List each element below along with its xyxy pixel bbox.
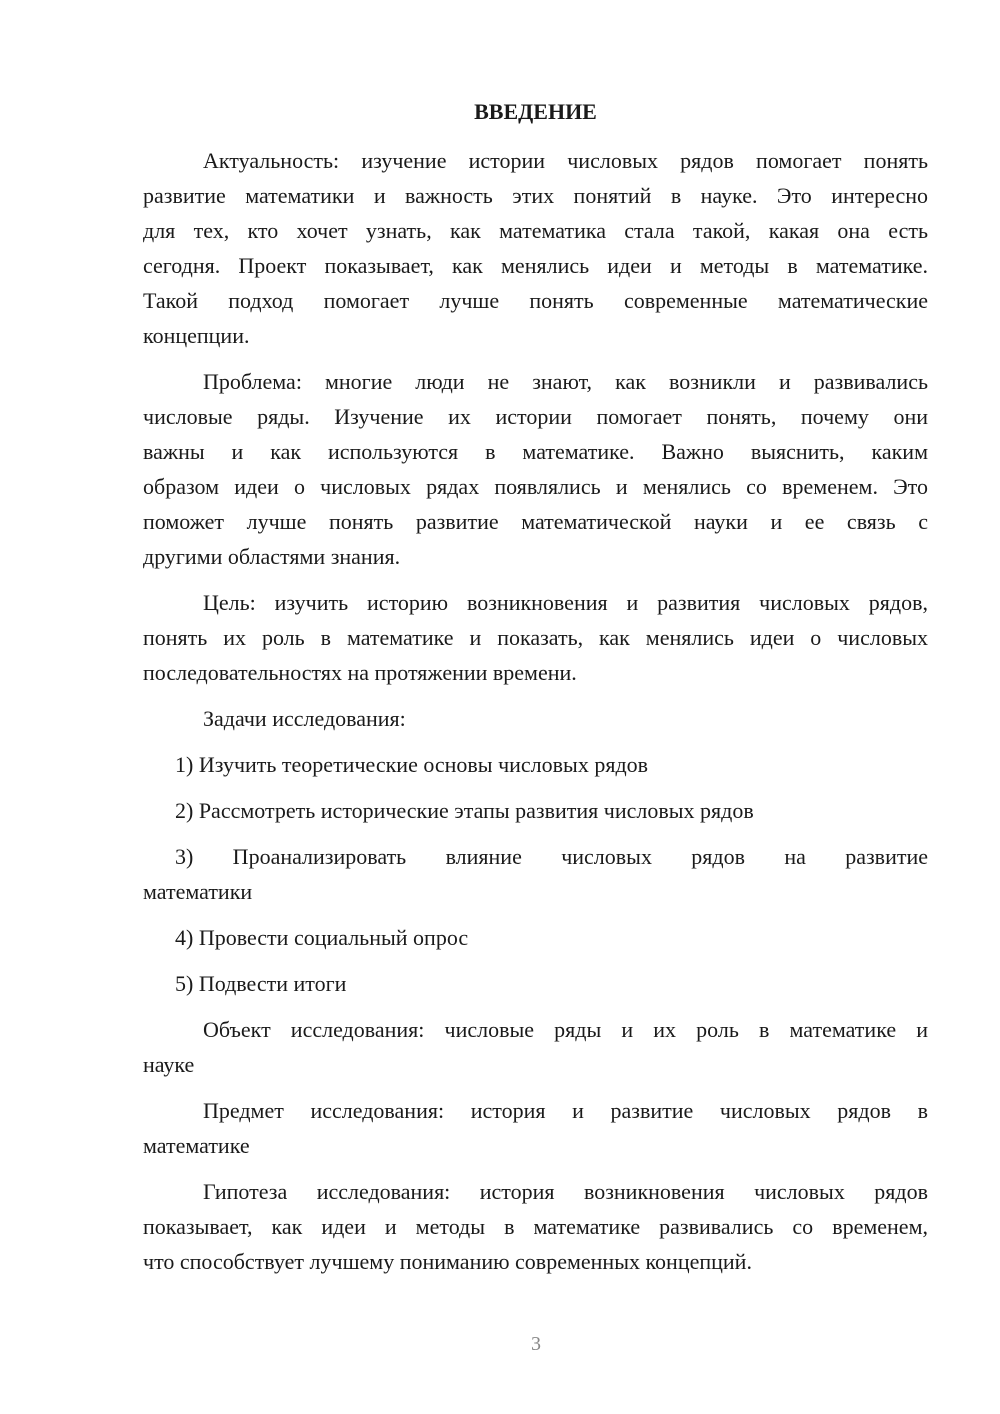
text-line: 1) Изучить теоретические основы числовых рядов: [175, 752, 649, 777]
paragraph: [143, 701, 928, 736]
task-list-item: [143, 920, 928, 955]
text-line: 2) Рассмотреть исторические этапы развития числовых рядов: [175, 798, 754, 823]
text-line: Проблема: многие люди не знают, как возникли и развивались: [203, 369, 928, 394]
text-line: математики: [143, 879, 253, 904]
text-line: числовые ряды. Изучение их истории помогает понять, почему они: [143, 404, 928, 429]
page-title: ВВЕДЕНИЕ: [474, 99, 597, 124]
document-body: [143, 143, 928, 1279]
text-line: поможет лучше понять развитие математической науки и ее связь с: [143, 509, 928, 534]
text-line: показывает, как идеи и методы в математике развивались со временем,: [143, 1214, 928, 1239]
text-line: важны и как используются в математике. Важно выяснить, каким: [143, 439, 928, 464]
paragraph: [143, 364, 928, 574]
text-line: что способствует лучшему пониманию современных концепций.: [143, 1249, 752, 1274]
text-line: образом идеи о числовых рядах появлялись и менялись со временем. Это: [143, 474, 928, 499]
text-line: Цель: изучить историю возникновения и развития числовых рядов,: [203, 590, 928, 615]
text-line: для тех, кто хочет узнать, как математика стала такой, какая она есть: [143, 218, 928, 243]
text-line: науке: [143, 1052, 195, 1077]
text-line: развитие математики и важность этих понятий в науке. Это интересно: [143, 183, 928, 208]
task-list-item: [143, 839, 928, 909]
text-line: другими областями знания.: [143, 544, 401, 569]
task-list-item: [143, 966, 928, 1001]
document-page: [143, 94, 928, 1290]
text-line: Актуальность: изучение истории числовых рядов помогает понять: [203, 148, 928, 173]
paragraph: [143, 1012, 928, 1082]
text-line: Объект исследования: числовые ряды и их роль в математике и: [203, 1017, 928, 1042]
text-line: математике: [143, 1133, 250, 1158]
text-line: 5) Подвести итоги: [175, 971, 347, 996]
paragraph: [143, 1093, 928, 1163]
text-line: Гипотеза исследования: история возникновения числовых рядов: [203, 1179, 928, 1204]
text-line: 4) Провести социальный опрос: [175, 925, 469, 950]
text-line: последовательностях на протяжении времени.: [143, 660, 577, 685]
paragraph: [143, 143, 928, 353]
paragraph: [143, 585, 928, 690]
text-line: Предмет исследования: история и развитие числовых рядов в: [203, 1098, 928, 1123]
task-list-item: [143, 793, 928, 828]
text-line: Такой подход помогает лучше понять современные математические: [143, 288, 928, 313]
text-line: сегодня. Проект показывает, как менялись идеи и методы в математике.: [143, 253, 928, 278]
text-line: концепции.: [143, 323, 250, 348]
text-line: Задачи исследования:: [203, 706, 406, 731]
text-line: понять их роль в математике и показать, как менялись идеи о числовых: [143, 625, 928, 650]
text-line: 3) Проанализировать влияние числовых рядов на развитие: [175, 844, 928, 869]
task-list-item: [143, 747, 928, 782]
paragraph: [143, 1174, 928, 1279]
page-number: 3: [531, 1333, 541, 1355]
